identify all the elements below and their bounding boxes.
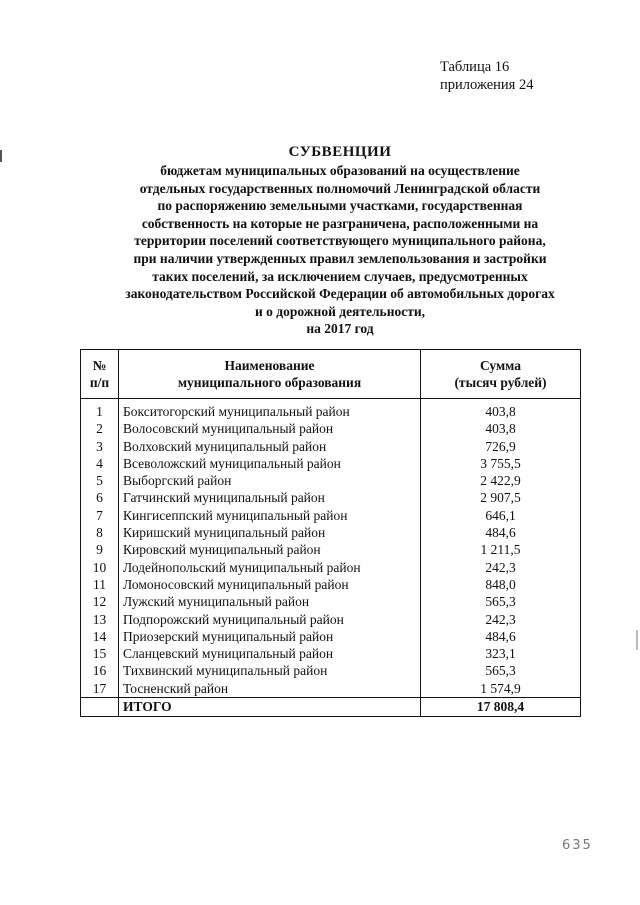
table-row [81,593,581,610]
row-number: 17 [81,680,119,698]
subsidy-amount: 3 755,5 [421,455,581,472]
document-subtitle [60,162,620,338]
total-number-cell [81,698,119,717]
row-number: 9 [81,541,119,558]
municipality-name: Кировский муниципальный район [119,541,421,558]
column-header-number [81,350,119,399]
subtitle-line: отдельных государственных полномочий Ленинградской области [139,180,541,196]
subsidy-amount: 323,1 [421,645,581,662]
municipality-name: Всеволожский муниципальный район [119,455,421,472]
document-title: СУБВЕНЦИИ [288,144,392,160]
table-row [81,628,581,645]
subtitle-line: таких поселений, за исключением случаев, предусмотренных [152,268,528,284]
row-number: 7 [81,507,119,524]
subtitle-line: на 2017 год [306,321,374,337]
row-number: 8 [81,524,119,541]
table-row [81,472,581,489]
table-row [81,489,581,506]
table-row [81,541,581,558]
subtitle-line: при наличии утвержденных правил землепользования и застройки [133,250,547,266]
header-text: № [92,358,107,373]
appendix-number: приложения 24 [440,77,534,93]
table-row [81,507,581,524]
subtitle-line: территории поселений соответствующего муниципального района, [134,233,546,249]
subtitle-line: бюджетам муниципальных образований на осуществление [160,163,520,178]
subsidy-table-container [80,349,580,717]
subsidy-amount: 565,3 [421,662,581,679]
header-text: Наименование [224,358,315,373]
row-number: 16 [81,662,119,679]
column-header-sum [421,350,581,399]
table-number: Таблица 16 [440,59,510,75]
subsidy-amount: 242,3 [421,611,581,628]
subtitle-line: и о дорожной деятельности, [254,303,425,319]
subtitle-line: законодательством Российской Федерации об автомобильных дорогах [125,286,555,302]
page-number: 635 [562,838,593,853]
municipality-name: Ломоносовский муниципальный район [119,576,421,593]
header-text: п/п [89,375,110,390]
subsidy-amount: 403,8 [421,420,581,437]
subtitle-line: по распоряжению земельными участками, государственная [157,198,523,214]
table-row [81,645,581,662]
subsidy-amount: 242,3 [421,559,581,576]
municipality-name: Тихвинский муниципальный район [119,662,421,679]
subsidy-amount: 1 211,5 [421,541,581,558]
subsidy-amount: 484,6 [421,524,581,541]
subsidy-amount: 848,0 [421,576,581,593]
header-text: Сумма [479,358,522,373]
municipality-name: Киришский муниципальный район [119,524,421,541]
subsidy-amount: 1 574,9 [421,680,581,698]
row-number: 11 [81,576,119,593]
table-row [81,455,581,472]
scan-edge-mark [636,630,638,650]
table-row [81,399,581,421]
row-number: 15 [81,645,119,662]
subsidy-amount: 726,9 [421,438,581,455]
subsidy-amount: 2 907,5 [421,489,581,506]
subsidy-amount: 565,3 [421,593,581,610]
municipality-name: Лодейнопольский муниципальный район [119,559,421,576]
row-number: 5 [81,472,119,489]
municipality-name: Лужский муниципальный район [119,593,421,610]
row-number: 14 [81,628,119,645]
subsidy-amount: 484,6 [421,628,581,645]
municipality-name: Выборгский район [119,472,421,489]
table-row [81,680,581,698]
subsidy-amount: 403,8 [421,399,581,421]
subsidy-amount: 646,1 [421,507,581,524]
table-reference [440,58,533,94]
row-number: 10 [81,559,119,576]
row-number: 2 [81,420,119,437]
subtitle-line: собственность на которые не разграничена, расположенными на [141,215,539,231]
total-row [81,698,581,717]
table-header-row [81,350,581,399]
row-number: 4 [81,455,119,472]
municipality-name: Бокситогорский муниципальный район [119,399,421,421]
row-number: 3 [81,438,119,455]
table-row [81,559,581,576]
municipality-name: Волховский муниципальный район [119,438,421,455]
table-row [81,420,581,437]
total-amount: 17 808,4 [421,698,581,717]
subsidy-table [80,349,581,717]
table-row [81,524,581,541]
table-row [81,576,581,593]
header-text: (тысяч рублей) [454,375,547,390]
row-number: 6 [81,489,119,506]
row-number: 1 [81,399,119,421]
table-row [81,611,581,628]
municipality-name: Сланцевский муниципальный район [119,645,421,662]
municipality-name: Подпорожский муниципальный район [119,611,421,628]
row-number: 12 [81,593,119,610]
municipality-name: Приозерский муниципальный район [119,628,421,645]
row-number: 13 [81,611,119,628]
total-label: ИТОГО [119,698,421,717]
municipality-name: Гатчинский муниципальный район [119,489,421,506]
table-row [81,438,581,455]
municipality-name: Тосненский район [119,680,421,698]
header-text: муниципального образования [177,375,362,390]
table-row [81,662,581,679]
subsidy-amount: 2 422,9 [421,472,581,489]
municipality-name: Волосовский муниципальный район [119,420,421,437]
margin-tick [0,150,2,162]
column-header-name [119,350,421,399]
municipality-name: Кингисеппский муниципальный район [119,507,421,524]
